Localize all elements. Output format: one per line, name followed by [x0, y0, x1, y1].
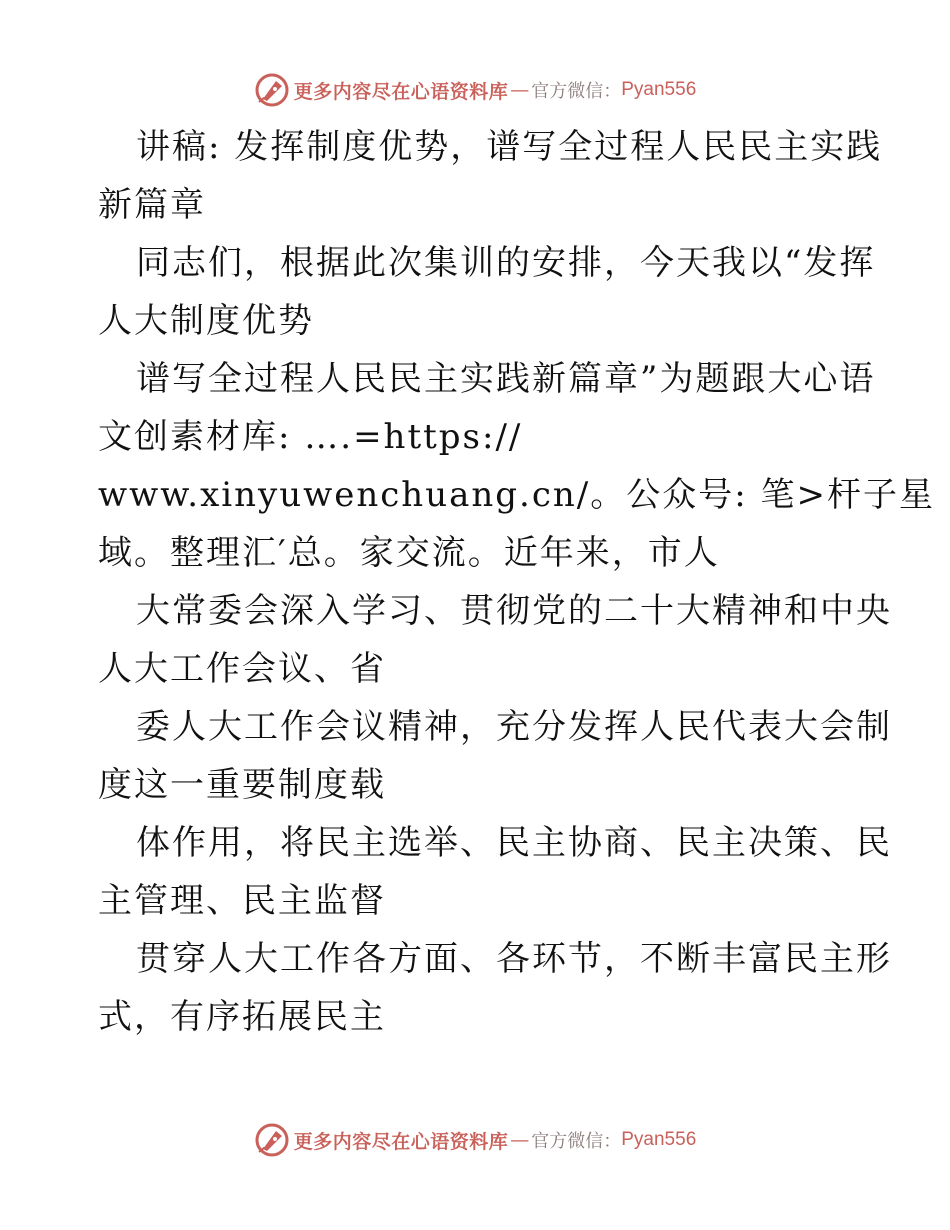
header-wechat-label: 官方微信： [531, 81, 622, 102]
header-banner [0, 70, 950, 110]
pen-nib-logo-icon [254, 72, 290, 108]
paragraph-line: 人大工作会议、省 [98, 649, 386, 689]
document-body [98, 118, 935, 1046]
paragraph-line: 同志们，根据此次集训的安排，今天我以“发挥 [136, 243, 876, 283]
paragraph-line: 人大制度优势 [98, 301, 314, 341]
paragraph-line: 谱写全过程人民民主实践新篇章”为题跟大心语 [136, 359, 876, 399]
header-wechat-id: Pyan556 [621, 79, 697, 100]
paragraph-line: 委人大工作会议精神，充分发挥人民代表大会制 [136, 707, 892, 747]
paragraph-line: www.xinyuwenchuang.cn/。公众号: 笔>杆子星 [98, 475, 935, 515]
paragraph-line: 式，有序拓展民主 [98, 997, 386, 1037]
document-title-line-2: 新篇章 [98, 185, 206, 225]
paragraph-line: 大常委会深入学习、贯彻党的二十大精神和中央 [136, 591, 892, 631]
footer-banner [0, 1120, 950, 1160]
footer-separator: — [510, 1129, 530, 1151]
header-separator: — [510, 79, 530, 101]
paragraph-line: 度这一重要制度载 [98, 765, 386, 805]
paragraph-line: 域。整理汇′总。家交流。近年来，市人 [98, 533, 720, 573]
document-title-line-1: 讲稿: 发挥制度优势，谱写全过程人民民主实践 [136, 127, 883, 167]
footer-site-text: 更多内容尽在心语资料库 [293, 1130, 509, 1153]
footer-wechat-label: 官方微信： [531, 1131, 622, 1152]
paragraph-line: 主管理、民主监督 [98, 881, 386, 921]
pen-nib-logo-icon [254, 1122, 290, 1158]
paragraph-line: 贯穿人大工作各方面、各环节，不断丰富民主形 [136, 939, 892, 979]
header-site-text: 更多内容尽在心语资料库 [293, 80, 509, 103]
footer-wechat-id: Pyan556 [621, 1129, 697, 1150]
paragraph-line: 体作用，将民主选举、民主协商、民主决策、民 [136, 823, 892, 863]
paragraph-line: 文创素材库: ….=https:// [98, 417, 523, 457]
